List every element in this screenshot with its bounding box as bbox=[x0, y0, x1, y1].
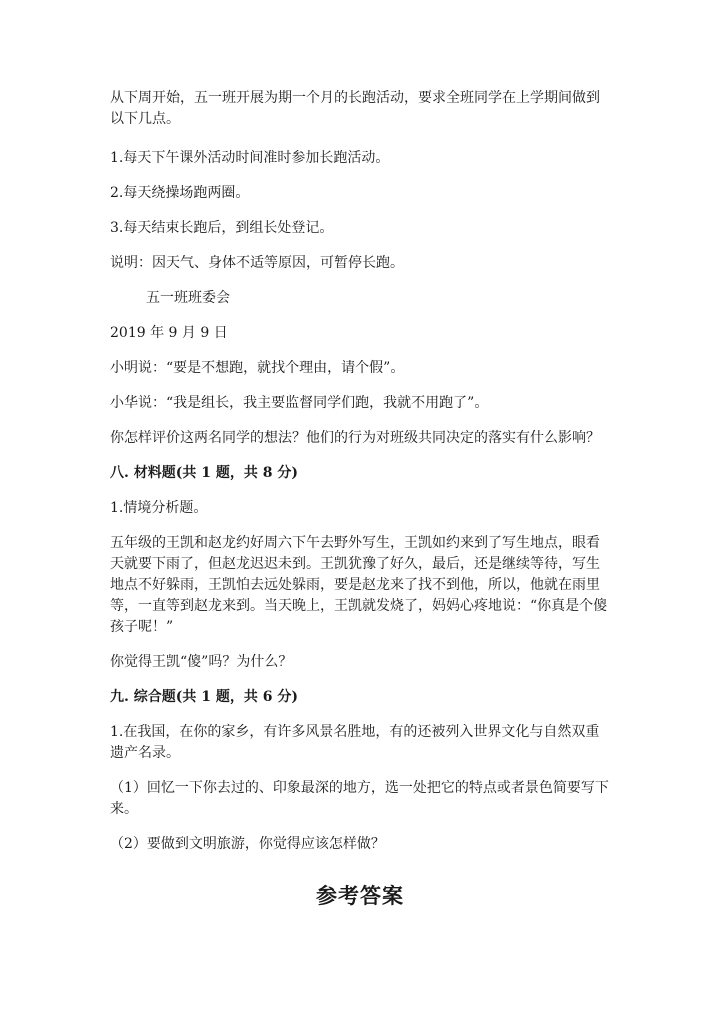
document-body bbox=[110, 80, 610, 855]
xiaoming-quote: 小明说：“要是不想跑，就找个理由，请个假”。 bbox=[110, 360, 405, 376]
section-8-heading: 八. 材料题(共 1 题，共 8 分) bbox=[110, 465, 298, 481]
section-9-heading: 九. 综合题(共 1 题，共 6 分) bbox=[110, 689, 298, 705]
note: 说明：因天气、身体不适等原因，可暂停长跑。 bbox=[110, 255, 404, 271]
section-8-item: 1.情境分析题。 bbox=[110, 500, 208, 516]
rule-1: 1.每天下午课外活动时间准时参加长跑活动。 bbox=[110, 150, 390, 166]
intro-paragraph: 从下周开始，五一班开展为期一个月的长跑活动，要求全班同学在上学期间做到以下几点。 bbox=[110, 90, 600, 127]
signature: 五一班班委会 bbox=[146, 290, 230, 306]
section-8-material: 五年级的王凯和赵龙约好周六下午去野外写生，王凯如约来到了写生地点，眼看天就要下雨了，但赵龙迟迟未到。王凯犹豫了好久，最后，还是继续等待，写生地点不好躲雨，王凯怕去远处躲雨，要是赵龙来了找不到他，所以，他就在雨里等，一直等到赵龙来到。当天晚上，王凯就发烧了，妈妈心疼地说：“你真是个傻孩子呢！” bbox=[110, 535, 608, 635]
xiaohua-quote: 小华说：“我是组长，我主要监督同学们跑，我就不用跑了”。 bbox=[110, 395, 489, 411]
date: 2019 年 9 月 9 日 bbox=[110, 325, 228, 341]
answer-title: 参考答案 bbox=[316, 883, 404, 908]
rule-3: 3.每天结束长跑后，到组长处登记。 bbox=[110, 220, 334, 236]
section-9-sub-1: （1）回忆一下你去过的、印象最深的地方，选一处把它的特点或者景色简要写下来。 bbox=[110, 780, 609, 817]
section-9-sub-2: （2）要做到文明旅游，你觉得应该怎样做？ bbox=[110, 836, 385, 852]
section-9-item: 1.在我国，在你的家乡，有许多风景名胜地，有的还被列入世界文化与自然双重遗产名录。 bbox=[110, 724, 600, 761]
section-8-question: 你觉得王凯“傻”吗？为什么？ bbox=[110, 654, 293, 670]
question-7: 你怎样评价这两名同学的想法？他们的行为对班级共同决定的落实有什么影响？ bbox=[110, 430, 600, 446]
rule-2: 2.每天绕操场跑两圈。 bbox=[110, 185, 250, 201]
